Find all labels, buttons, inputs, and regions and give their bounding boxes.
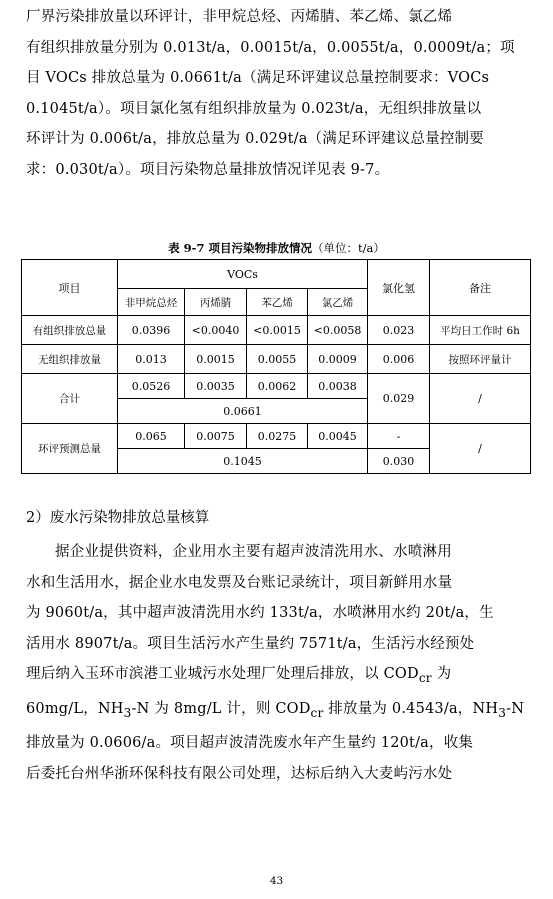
text-line: 求：0.030t/a）。项目污染物总量排放情况详见表 9-7。 <box>26 161 390 178</box>
cell: <0.0058 <box>308 316 368 345</box>
row-label: 环评预测总量 <box>22 424 118 474</box>
cell-sum: 0.0661 <box>118 399 368 424</box>
text-line <box>26 694 530 728</box>
paragraph-wastewater <box>26 537 530 790</box>
subscript-cr: cr <box>418 671 432 686</box>
header-nmhc: 非甲烷总烃 <box>118 289 185 316</box>
cell: 0.0009 <box>308 345 368 374</box>
header-styrene: 苯乙烯 <box>247 289 308 316</box>
header-acrylonitrile: 丙烯腈 <box>185 289 247 316</box>
cell: <0.0040 <box>185 316 247 345</box>
cell: 0.0035 <box>185 374 247 399</box>
cell: 0.065 <box>118 424 185 449</box>
table-row <box>22 345 531 374</box>
text-line-part: 60mg/L，NH <box>26 700 124 717</box>
text-line: 为 9060t/a，其中超声波清洗用水约 133t/a，水喷淋用水约 20t/a，生 <box>26 605 494 622</box>
cell: 0.0045 <box>308 424 368 449</box>
cell: 0.030 <box>368 449 430 474</box>
page-number: 43 <box>269 875 284 887</box>
cell: 0.0275 <box>247 424 308 449</box>
cell-note: / <box>430 374 531 424</box>
text-line: 环评计为 0.006t/a，排放总量为 0.029t/a（满足环评建议总量控制要 <box>26 131 484 148</box>
text-line-part: -N 为 8mg/L 计，则 COD <box>131 700 311 717</box>
text-line: 活用水 8907t/a。项目生活污水产生量约 7571t/a，生活污水经预处 <box>26 635 475 652</box>
text-line: 据企业提供资料，企业用水主要有超声波清洗用水、水喷淋用 <box>55 544 452 560</box>
table-row <box>22 374 531 399</box>
cell: 0.0526 <box>118 374 185 399</box>
paragraph-emissions-summary <box>26 2 530 186</box>
row-label: 无组织排放量 <box>22 345 118 374</box>
section-subheading: 2）废水污染物排放总量核算 <box>26 510 210 526</box>
text-line-part: -N <box>506 700 525 717</box>
cell: 0.0062 <box>247 374 308 399</box>
cell-note: / <box>430 424 531 474</box>
text-line-part: 排放量为 0.4543/a，NH <box>323 700 499 717</box>
cell: <0.0015 <box>247 316 308 345</box>
cell: 0.0075 <box>185 424 247 449</box>
text-line <box>26 659 530 693</box>
cell: 0.0038 <box>308 374 368 399</box>
subscript-cr: cr <box>310 705 324 720</box>
table-row <box>22 424 531 449</box>
table-caption-unit: （单位：t/a） <box>311 241 385 255</box>
cell-note: 平均日工作时 6h <box>430 316 531 345</box>
row-label: 有组织排放总量 <box>22 316 118 345</box>
cell: 0.006 <box>368 345 430 374</box>
text-line: 水和生活用水，据企业水电发票及台账记录统计，项目新鲜用水量 <box>26 574 453 591</box>
table-row <box>22 316 531 345</box>
header-item: 项目 <box>22 260 118 316</box>
text-line: 排放量为 0.0606/a。项目超声波清洗废水年产生量约 120t/a，收集 <box>26 735 474 752</box>
cell: 0.029 <box>368 374 430 424</box>
header-vinyl-chloride: 氯乙烯 <box>308 289 368 316</box>
text-line: 0.1045t/a）。项目氯化氢有组织排放量为 0.023t/a，无组织排放量以 <box>26 100 482 117</box>
header-hcl: 氯化氢 <box>368 260 430 316</box>
header-note: 备注 <box>430 260 531 316</box>
cell: 0.0055 <box>247 345 308 374</box>
subscript-3: 3 <box>498 705 507 720</box>
cell: 0.0396 <box>118 316 185 345</box>
cell: 0.0015 <box>185 345 247 374</box>
text-line: 厂界污染排放量以环评计，非甲烷总烃、丙烯腈、苯乙烯、氯乙烯 <box>26 9 453 25</box>
cell: 0.013 <box>118 345 185 374</box>
text-line: 目 VOCs 排放总量为 0.0661t/a（满足环评建议总量控制要求：VOCs <box>26 70 490 87</box>
row-label: 合计 <box>22 374 118 424</box>
pollutant-emissions-table <box>21 259 531 474</box>
subscript-3: 3 <box>123 705 132 720</box>
cell: - <box>368 424 430 449</box>
text-line: 有组织排放量分别为 0.013t/a，0.0015t/a，0.0055t/a，0.0009t/a；项 <box>26 39 515 56</box>
header-vocs: VOCs <box>118 260 368 289</box>
cell: 0.023 <box>368 316 430 345</box>
cell-sum: 0.1045 <box>118 449 368 474</box>
text-line-part: 为 <box>431 666 452 683</box>
table-caption-title: 表 9-7 项目污染物排放情况 <box>168 241 312 255</box>
text-line-part: 理后纳入玉环市滨港工业城污水处理厂处理后排放，以 COD <box>26 666 419 683</box>
text-line: 后委托台州华浙环保科技有限公司处理，达标后纳入大麦屿污水处 <box>26 765 453 782</box>
cell-note: 按照环评量计 <box>430 345 531 374</box>
table-caption <box>0 240 553 256</box>
